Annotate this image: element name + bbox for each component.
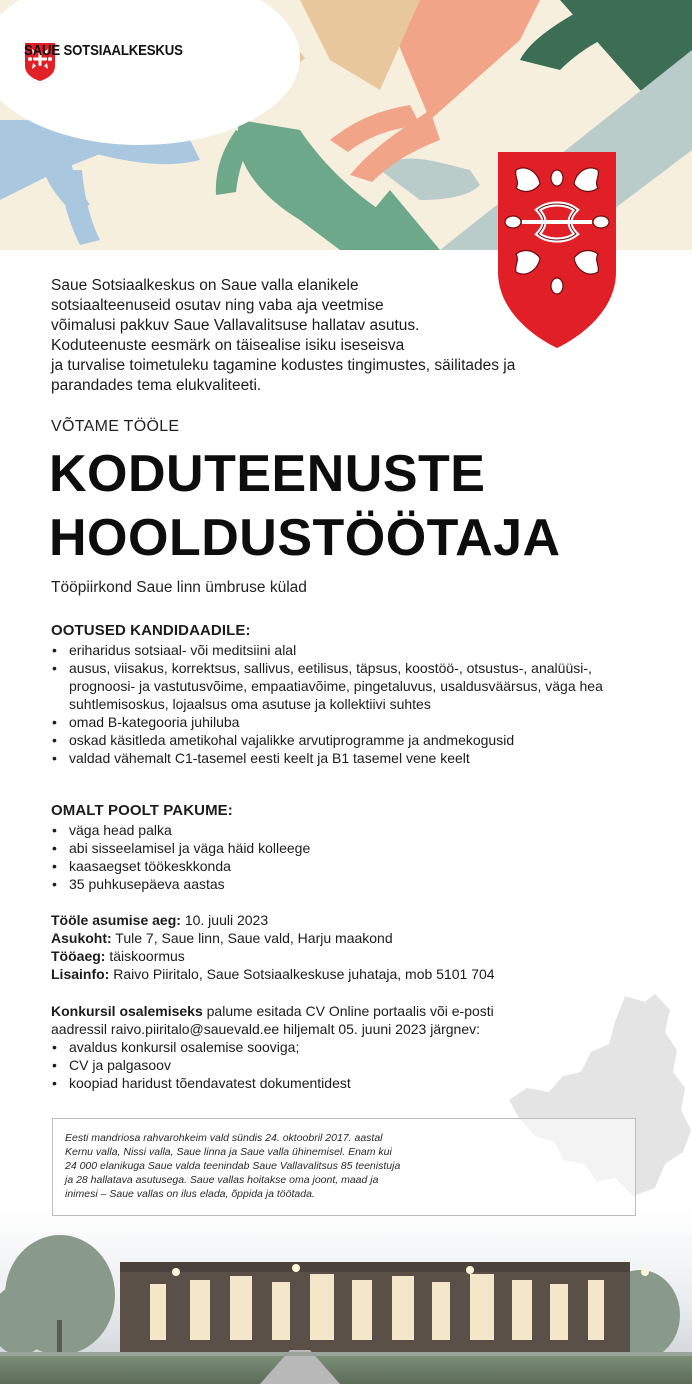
list-item: • 35 puhkusepäeva aastas [51,875,641,893]
brand-name: SAUE SOTSIAALKESKUS [24,42,183,59]
expectations-list [51,641,641,767]
info-line: Eesti mandriosa rahvarohkeim vald sündis 24. oktoobril 2017. aastal [65,1132,383,1144]
brand-logo [24,42,204,59]
apply-lead-text: palume esitada CV Online portaalis või e-posti [202,1003,494,1019]
intro-line: võimalusi pakkuv Saue Vallavalitsuse hallatav asutus. [51,317,420,334]
apply-line-1 [51,1002,591,1020]
job-facts [51,911,641,983]
list-item: • CV ja palgasoov [51,1056,591,1074]
info-line: 24 000 elanikuga Saue valda teenindab Saue Vallavalitsus 85 teenistuja [65,1160,401,1172]
list-item: • väga head palka [51,821,641,839]
job-title [49,442,561,570]
list-item: • ausus, viisakus, korrektsus, sallivus, eetilisus, täpsus, koostöö-, otsustus-, analüüsi-, prognoosi- ja vastutusvõime, empaatiavõime, pingetaluvus, usaldusväärsus, väga hea suhtlemisoskus, lojaalsus oma asutuse ja kollektiivi suhtes [51,659,641,713]
location-value: Tule 7, Saue linn, Saue vald, Harju maakond [111,930,393,946]
list-item: • kaasaegset töökeskkonda [51,857,641,875]
location-label: Asukoht: [51,930,112,946]
list-item: • oskad käsitleda ametikohal vajalikke arvutiprogramme ja andmekogusid [51,731,641,749]
worktime-label: Tööaeg: [51,948,106,964]
contact-label: Lisainfo: [51,966,110,982]
list-item: • abi sisseelamisel ja väga häid kolleege [51,839,641,857]
list-item: • avaldus konkursil osalemise sooviga; [51,1038,591,1056]
building-photo [0,1210,692,1384]
intro-line: sotsiaalteenuseid osutav ning vaba aja veetmise [51,297,384,314]
list-item: • valdad vähemalt C1-tasemel eesti keelt ja B1 tasemel vene keelt [51,749,641,767]
intro-line: ja turvalise toimetuleku tagamine kodustes tingimustes, säilitades ja [51,357,516,374]
intro-paragraph [51,276,631,396]
municipality-info-text [65,1131,465,1201]
start-date-value: 10. juuli 2023 [180,912,269,928]
expectations-section [51,622,641,767]
start-date-label: Tööle asumise aeg: [51,912,181,928]
offer-section [51,802,641,893]
contact-row [51,965,641,983]
municipality-info-box [52,1118,636,1216]
job-title-line-1: KODUTEENUSTE [49,445,486,503]
worktime-row [51,947,641,965]
worktime-value: täiskoormus [105,948,185,964]
job-title-line-2: HOOLDUSTÖÖTAJA [49,509,561,567]
application-section [51,1002,591,1092]
intro-line: Koduteenuste eesmärk on täisealise isiku iseseisva [51,337,405,354]
apply-lead: Konkursil osalemiseks [51,1003,203,1019]
offer-heading: OMALT POOLT PAKUME: [51,802,233,819]
info-line: inimesi – Saue vallas on ilus elada, õppida ja töötada. [65,1188,315,1200]
info-line: ja 28 hallatava asutusega. Saue vallas hoitakse oma joont, maad ja [65,1174,379,1186]
list-item: • omad B-kategooria juhiluba [51,713,641,731]
list-item: • koopiad haridust tõendavatest dokumentidest [51,1074,591,1092]
info-line: Kernu valla, Nissi valla, Saue linna ja Saue valla ühinemisel. Enam kui [65,1146,392,1158]
apply-line-2: aadressil raivo.piiritalo@sauevald.ee hiljemalt 05. juuni 2023 järgnev: [51,1021,481,1037]
list-item: • eriharidus sotsiaal- või meditsiini alal [51,641,641,659]
intro-line: Saue Sotsiaalkeskus on Saue valla elanikele [51,277,359,294]
work-area: Tööpiirkond Saue linn ümbruse külad [51,579,307,596]
location-row [51,929,641,947]
expectations-heading: OOTUSED KANDIDAADILE: [51,622,251,639]
intro-line: parandades tema elukvaliteeti. [51,377,262,394]
apply-list [51,1038,591,1092]
contact-value: Raivo Piiritalo, Saue Sotsiaalkeskuse juhataja, mob 5101 704 [109,966,495,982]
offer-list [51,821,641,893]
kicker-text: VÕTAME TÖÖLE [51,418,180,435]
start-date-row [51,911,641,929]
